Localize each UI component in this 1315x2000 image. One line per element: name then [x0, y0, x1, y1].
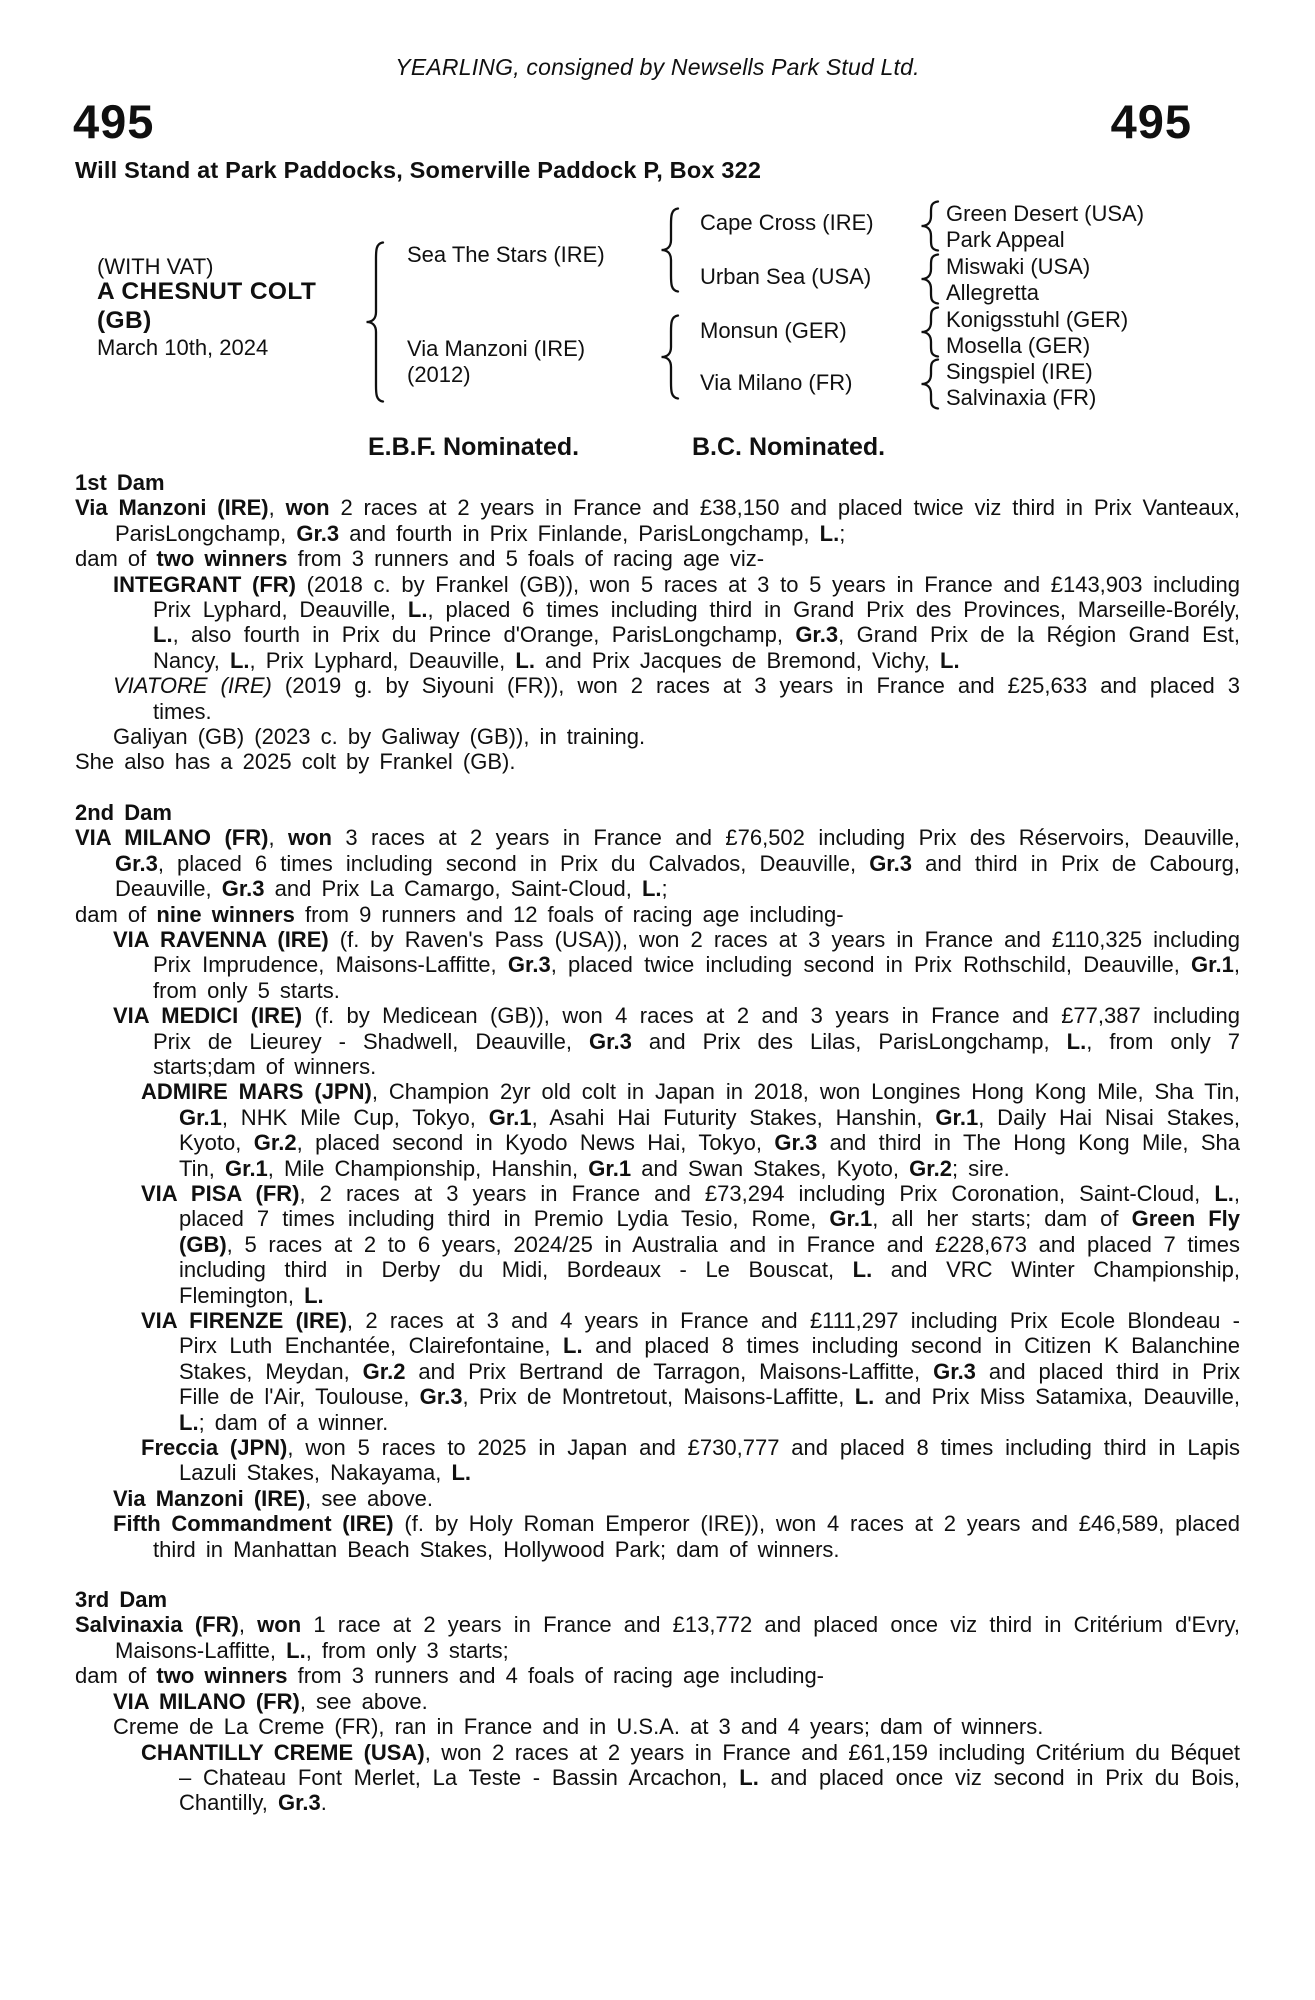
pedigree-brace-gen3-4 — [918, 358, 940, 410]
pedigree-brace-gen3-1 — [918, 200, 940, 252]
dam-name: Via Manzoni (IRE) — [407, 336, 586, 361]
black-type-text: won — [285, 495, 330, 521]
black-type-text: L. — [515, 647, 535, 673]
body-text: , from only 3 starts; — [305, 1637, 509, 1663]
body-text: dam of — [75, 1663, 157, 1689]
body-text: , from only 5 starts. — [153, 952, 1240, 1003]
lot-number-right: 495 — [1110, 95, 1192, 148]
black-type-text: Gr.3 — [589, 1028, 632, 1054]
black-type-text: Gr.3 — [296, 520, 340, 546]
body-text: (f. by Holy Roman Emperor (IRE)), won 4 races at 2 years and £46,589, placed third in Manhattan Beach Stakes, Hollywood Park; dam of winners. — [153, 1511, 1240, 1562]
black-type-text: Gr.1 — [179, 1104, 222, 1130]
pedigree-paragraph — [75, 724, 1240, 749]
black-type-text: Gr.3 — [933, 1358, 976, 1384]
black-type-text: L. — [229, 647, 250, 673]
black-type-text: Gr.3 — [221, 876, 265, 902]
black-type-text: VIA MILANO (FR) — [113, 1688, 300, 1714]
pedigree-paragraph — [75, 902, 1240, 927]
body-text: , placed 6 times including third in Grand Prix des Provinces, Marseille-Borély, — [427, 597, 1240, 623]
black-type-text: Gr.2 — [362, 1358, 406, 1384]
pedigree-paragraph — [75, 1612, 1240, 1663]
body-text: ; — [839, 520, 846, 546]
body-text: and Prix Bertrand de Tarragon, Maisons-Laffitte, — [405, 1358, 934, 1384]
pedigree-brace-dam — [658, 314, 680, 400]
black-type-text: L. — [940, 647, 960, 673]
pedigree-table — [0, 0, 1315, 430]
dam-section — [75, 800, 1240, 1562]
gen3-name-3: Miswaki (USA) — [946, 254, 1091, 279]
black-type-text: Gr.1 — [935, 1104, 979, 1130]
sire-dam-name: Urban Sea (USA) — [700, 264, 872, 289]
body-text: , Mile Championship, Hanshin, — [267, 1155, 589, 1181]
body-text: ; — [661, 876, 668, 902]
black-type-text: VIA MEDICI (IRE) — [113, 1003, 303, 1029]
body-text: from 9 runners and 12 foals of racing age including- — [294, 901, 844, 927]
body-text: , placed 7 times including third in Premio Lydia Tesio, Rome, — [179, 1180, 1240, 1232]
body-text: dam of — [75, 901, 157, 927]
black-type-text: VIA MILANO (FR) — [75, 825, 269, 851]
black-type-text: Gr.2 — [253, 1130, 297, 1156]
body-text: , also fourth in Prix du Prince d'Orange, ParisLongchamp, — [172, 622, 796, 648]
pedigree-paragraph — [75, 673, 1240, 724]
body-text: and fourth in Prix Finlande, ParisLongchamp, — [339, 520, 820, 546]
body-text: , Prix Lyphard, Deauville, — [249, 647, 516, 673]
body-text: dam of — [75, 546, 157, 572]
body-text: Galiyan (GB) (2023 c. by Galiway (GB)), in training. — [113, 724, 646, 750]
body-text: , Asahi Hai Futurity Stakes, Hanshin, — [531, 1104, 936, 1130]
black-type-text: Gr.3 — [795, 622, 839, 648]
black-type-text: Via Manzoni (IRE) — [75, 495, 269, 521]
black-type-text: L. — [407, 597, 428, 623]
black-type-text: Freccia (JPN) — [141, 1435, 288, 1461]
body-text: and Prix des Lilas, ParisLongchamp, — [631, 1028, 1067, 1054]
body-text: , from only 7 starts;dam of winners. — [153, 1028, 1240, 1079]
black-type-text: Gr.1 — [224, 1155, 268, 1181]
body-text: 1 race at 2 years in France and £13,772 and placed once viz third in Critérium d'Evry, Maisons-Laffitte, — [115, 1612, 1240, 1663]
sire-sire-name: Cape Cross (IRE) — [700, 210, 874, 235]
black-type-text: L. — [286, 1637, 306, 1663]
body-text: , won 2 races at 2 years in France and £61,159 including Critérium du Béquet – Chateau Font Merlet, La Teste - Bassin Arcachon, — [179, 1739, 1241, 1790]
black-type-text: VIA FIRENZE (IRE) — [141, 1308, 347, 1333]
black-type-text: nine winners — [156, 901, 295, 927]
body-text: (2018 c. by Frankel (GB)), won 5 races at 3 to 5 years in France and £143,903 including Prix Lyphard, Deauville, — [153, 571, 1240, 623]
black-type-text: Fifth Commandment (IRE) — [113, 1511, 394, 1537]
body-text: and placed 8 times including second in Citizen K Balanchine Stakes, Meydan, — [179, 1333, 1241, 1384]
black-type-text: L. — [179, 1409, 199, 1435]
pedigree-paragraph — [75, 1308, 1240, 1435]
black-type-text: won — [257, 1612, 302, 1638]
pedigree-paragraph — [75, 1003, 1240, 1079]
body-text: and placed third in Prix Fille de l'Air, Toulouse, — [179, 1358, 1241, 1410]
horse-country-suffix: (GB) — [97, 307, 152, 334]
black-type-text: L. — [641, 876, 662, 902]
body-text: , see above. — [305, 1485, 434, 1511]
body-text: and Prix Jacques de Bremond, Vichy, — [534, 647, 940, 673]
black-type-text: Gr.3 — [869, 850, 912, 876]
sire-name: Sea The Stars (IRE) — [407, 242, 605, 267]
pedigree-paragraph — [75, 1079, 1240, 1181]
pedigree-brace-gen3-2 — [918, 253, 940, 305]
body-text: and Prix La Camargo, Saint-Cloud, — [264, 876, 642, 902]
pedigree-paragraph — [75, 495, 1240, 546]
consignor-line: YEARLING, consigned by Newsells Park Stud Ltd. — [395, 54, 920, 80]
body-text: from 3 runners and 4 foals of racing age including- — [287, 1663, 825, 1689]
black-type-text: Gr.1 — [829, 1206, 873, 1232]
body-text: , Champion 2yr old colt in Japan in 2018, won Longines Hong Kong Mile, Sha Tin, — [371, 1079, 1240, 1105]
body-text: , placed twice including second in Prix Rothschild, Deauville, — [550, 952, 1192, 978]
gen3-name-5: Konigsstuhl (GER) — [946, 307, 1129, 332]
black-type-text: won — [287, 825, 332, 851]
black-type-text: Gr.1 — [588, 1155, 632, 1181]
gen3-name-7: Singspiel (IRE) — [946, 359, 1093, 384]
pedigree-paragraph — [75, 1663, 1240, 1688]
black-type-text: Gr.3 — [115, 850, 158, 876]
pedigree-paragraph — [75, 1740, 1240, 1816]
black-type-text: L. — [304, 1282, 324, 1308]
body-text: , Daily Hai Nisai Stakes, Kyoto, — [179, 1104, 1240, 1156]
body-text: , — [268, 495, 286, 521]
pedigree-paragraph — [75, 1181, 1240, 1308]
black-type-text: L. — [153, 622, 173, 648]
body-text: , NHK Mile Cup, Tokyo, — [221, 1104, 489, 1130]
body-text: and placed once viz second in Prix du Bois, Chantilly, — [179, 1764, 1240, 1816]
pedigree-text-sections — [75, 470, 1240, 1816]
black-type-text: Via Manzoni (IRE) — [113, 1485, 306, 1511]
body-text: , won 5 races to 2025 in Japan and £730,777 and placed 8 times including third in Lapis Lazuli Stakes, Nakayama, — [179, 1435, 1240, 1486]
dam-sire-name: Monsun (GER) — [700, 318, 847, 343]
black-type-text: INTEGRANT (FR) — [113, 571, 296, 597]
horse-description: A CHESNUT COLT — [97, 278, 317, 305]
black-type-text: Gr.3 — [277, 1790, 321, 1816]
black-type-text: Salvinaxia (FR) — [75, 1612, 239, 1638]
body-text: , Grand Prix de la Région Grand Est, Nancy, — [153, 622, 1240, 673]
body-text: (f. by Raven's Pass (USA)), won 2 races at 3 years in France and £110,325 including Prix Imprudence, Maisons-Laffitte, — [153, 926, 1240, 978]
body-text: ; sire. — [951, 1155, 1010, 1181]
black-type-text: L. — [1214, 1180, 1234, 1206]
pedigree-paragraph — [75, 1435, 1240, 1486]
black-type-text: L. — [451, 1460, 472, 1486]
body-text: (2019 g. by Siyouni (FR)), won 2 races at 3 years in France and £25,633 and placed 3 times. — [153, 673, 1240, 724]
gen3-name-4: Allegretta — [946, 280, 1039, 305]
pedigree-paragraph — [75, 1511, 1240, 1562]
gen3-name-8: Salvinaxia (FR) — [946, 385, 1097, 410]
pedigree-paragraph — [75, 825, 1240, 901]
ebf-nominated-label: E.B.F. Nominated. — [368, 433, 580, 461]
body-text: 3 races at 2 years in France and £76,502 including Prix des Réservoirs, Deauville, — [331, 825, 1241, 851]
pedigree-paragraph — [75, 546, 1240, 571]
italic-name-text: VIATORE (IRE) — [113, 673, 272, 699]
black-type-text: L. — [1066, 1028, 1087, 1054]
body-text: Creme de La Creme (FR), ran in France and in U.S.A. at 3 and 4 years; dam of winners. — [113, 1714, 1044, 1740]
black-type-text: L. — [739, 1764, 759, 1790]
pedigree-paragraph — [75, 1486, 1240, 1511]
black-type-text: ADMIRE MARS (JPN) — [141, 1079, 372, 1105]
body-text: and Prix Miss Satamixa, Deauville, — [874, 1384, 1240, 1410]
body-text: , 2 races at 3 years in France and £73,294 including Prix Coronation, Saint-Cloud, — [299, 1180, 1215, 1206]
dam-section-heading: 1st Dam — [75, 470, 165, 495]
dam-section-heading: 2nd Dam — [75, 799, 172, 825]
pedigree-paragraph — [75, 749, 1240, 774]
body-text: , Prix de Montretout, Maisons-Laffitte, — [462, 1384, 855, 1410]
body-text: She also has a 2025 colt by Frankel (GB). — [75, 749, 516, 775]
body-text: , 5 races at 2 to 6 years, 2024/25 in Australia and in France and £228,673 and placed 7 times including third in Derby du Midi, Bordeaux - Le Bouscat, — [179, 1231, 1240, 1283]
body-text: , 2 races at 3 and 4 years in France and £111,297 including Prix Ecole Blondeau - Pirx Luth Enchantée, Clairefontaine, — [179, 1308, 1240, 1359]
dam-year: (2012) — [407, 362, 471, 387]
body-text: ; dam of a winner. — [198, 1409, 389, 1435]
black-type-text: Gr.1 — [488, 1104, 532, 1130]
black-type-text: Gr.3 — [419, 1384, 463, 1410]
black-type-text: L. — [563, 1333, 583, 1359]
black-type-text: Gr.1 — [1191, 952, 1234, 978]
body-text: and third in The Hong Kong Mile, Sha Tin, — [179, 1130, 1241, 1181]
black-type-text: Gr.2 — [909, 1155, 952, 1181]
black-type-text: two winners — [156, 1663, 288, 1689]
body-text: and third in Prix de Cabourg, Deauville, — [115, 850, 1240, 902]
black-type-text: L. — [819, 520, 840, 546]
pedigree-paragraph — [75, 927, 1240, 1003]
gen3-name-2: Park Appeal — [946, 227, 1065, 252]
pedigree-brace-gen3-3 — [918, 306, 940, 358]
black-type-text: CHANTILLY CREME (USA) — [141, 1739, 425, 1765]
dam-section-heading: 3rd Dam — [75, 1587, 168, 1613]
foaling-date: March 10th, 2024 — [97, 335, 269, 360]
body-text: . — [320, 1790, 327, 1816]
body-text: , see above. — [299, 1688, 428, 1714]
body-text: from 3 runners and 5 foals of racing age viz- — [287, 546, 765, 572]
black-type-text: L. — [852, 1257, 873, 1283]
body-text: , placed second in Kyodo News Hai, Tokyo, — [296, 1130, 775, 1156]
pedigree-brace-sire — [658, 207, 680, 293]
dam-dam-name: Via Milano (FR) — [700, 370, 853, 395]
lot-number-left: 495 — [73, 95, 155, 148]
black-type-text: two winners — [156, 546, 288, 572]
body-text: , placed 6 times including second in Prix du Calvados, Deauville, — [157, 850, 870, 876]
pedigree-paragraph — [75, 572, 1240, 674]
gen3-name-1: Green Desert (USA) — [946, 201, 1145, 226]
pedigree-paragraph — [75, 1714, 1240, 1739]
black-type-text: Gr.3 — [507, 952, 551, 978]
gen3-name-6: Mosella (GER) — [946, 333, 1091, 358]
black-type-text: Gr.3 — [774, 1130, 818, 1156]
body-text: , all her starts; dam of — [872, 1206, 1132, 1232]
black-type-text: VIA PISA (FR) — [141, 1180, 300, 1206]
bc-nominated-label: B.C. Nominated. — [692, 433, 886, 461]
pedigree-brace-main — [363, 241, 385, 403]
pedigree-paragraph — [75, 1689, 1240, 1714]
black-type-text: VIA RAVENNA (IRE) — [113, 926, 329, 952]
black-type-text: Green Fly (GB) — [179, 1206, 1241, 1257]
body-text: 2 races at 2 years in France and £38,150 and placed twice viz third in Prix Vanteaux, ParisLongchamp, — [115, 495, 1240, 546]
body-text: , — [238, 1612, 258, 1638]
body-text: and Swan Stakes, Kyoto, — [631, 1155, 910, 1181]
black-type-text: L. — [854, 1384, 875, 1410]
body-text: , — [268, 825, 288, 851]
vat-note: (WITH VAT) — [97, 254, 214, 279]
body-text: (f. by Medicean (GB)), won 4 races at 2 and 3 years in France and £77,387 including Prix de Lieurey - Shadwell, Deauville, — [153, 1003, 1240, 1054]
body-text: and VRC Winter Championship, Flemington, — [179, 1257, 1240, 1308]
dam-section — [75, 1587, 1240, 1816]
dam-section — [75, 470, 1240, 775]
stand-location-line: Will Stand at Park Paddocks, Somerville Paddock P, Box 322 — [75, 157, 762, 183]
